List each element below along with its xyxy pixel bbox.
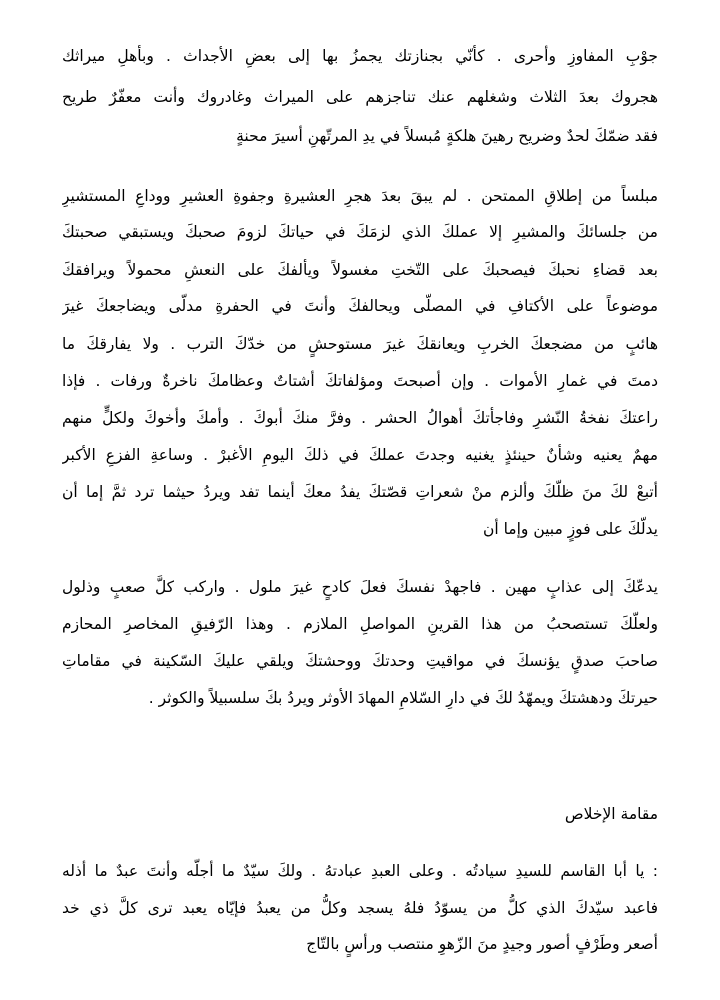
paragraph-line: حيرتكَ ودهشتكَ ويمهّدُ لكَ في دارِ السّلامِ المهادَ الأوثر ويردُ بكَ سلسبيلاً والكوثر . [148, 689, 658, 707]
paragraph-line: أتبعْ لكَ منَ ظلّكَ وألزم منْ شعراتِ قصّتكَ يفدُ معكَ أينما تفد ويردُ حيثما ترد ثمَّ إما أن [62, 483, 658, 501]
paragraph-line: أصعر وطَرْفٍ أصور وجيدٍ منَ الزّهوِ منتصب ورأسٍ بالتّاج [306, 935, 658, 953]
paragraph-line: من جلسائكَ والمشيرِ إلا عملكَ الذي لزمَكَ في حياتكَ لزومَ صحبكَ ويستبقي صحبتكَ [62, 223, 658, 241]
paragraph-line: مبلساً من إطلاقِ الممتحن . لم يبقَ بعدَ هجرِ العشيرةِ وجفوةِ العشيرِ ووداعِ المستشيرِ [62, 187, 658, 205]
paragraph-line: هائبٍ من مضجعكَ الخربِ ويعانقكَ غيرَ مستوحشٍ من خدّكَ الترب . ولا يفارقكَ ما [62, 335, 658, 353]
paragraph-line: راعتكَ نفخةُ النّشرِ وفاجأتكَ أهوالُ الحشر . وفرَّ منكَ أبوكَ . وأمكَ وأخوكَ ولكلٍّ منهم [62, 409, 658, 427]
paragraph-line: دمتَ في غمارِ الأموات . وإن أصبحتَ ومؤلفاتكَ أشتاتٌ وعظامكَ ناخرةٌ ورفات . فإذا [62, 372, 658, 390]
paragraph-line: بعد قضاءِ نحبكَ فيصحبكَ على التّختِ مغسولاً ويألفكَ على النعشِ محمولاً ويرافقكَ [62, 261, 658, 279]
paragraph-line: جوْبِ المفاوزِ وأحرى . كأنّي بجنازتك يجمزُ بها إلى بعضِ الأجداث . وبأهلِ ميراثك [62, 47, 658, 65]
paragraph-line: هجروك بعدَ الثلاث وشغلهم عنك تناجزهم على الميراث وغادروك وأنت معفّرٌ طريح [62, 88, 658, 106]
paragraph-line: يدعّكَ إلى عذابٍ مهين . فاجهدْ نفسكَ فعلَ كادحٍ غيرَ ملول . واركب كلَّ صعبٍ وذلول [62, 578, 658, 596]
paragraph-line: يدلّكَ على فوزٍ مبين وإما أن [482, 520, 658, 538]
paragraph-line: مهمٌ يعنيه وشأنٌ حينئذٍ يغنيه وجدتَ عملكَ في ذلكَ اليومِ الأغبرْ . وساعةِ الفزعِ الأكبر [62, 446, 658, 464]
paragraph-line: صاحبَ صدقٍ يؤنسكَ في مواقيتِ وحدتكَ ووحشتكَ ويلقي عليكَ السّكينة في مقاماتِ [62, 652, 658, 670]
paragraph-line: موضوعاً على الأكتافِ في المصلّى ويحالفكَ وأنتَ في الحفرةِ مدلّى ويضاجعكَ غيرَ [62, 297, 658, 315]
paragraph-line: فاعبد سيّدكَ الذي كلُّ من يسوّدُ فلهُ يسجد وكلُّ من يعبدُ فإيّاه يعبد ترى كلَّ ذي خد [62, 899, 658, 917]
paragraph-line: : يا أبا القاسم للسيدِ سيادتُه . وعلى العبدِ عبادتهُ . ولكَ سيّدٌ ما أجلّه وأنتَ عبدٌ ما أذله [62, 862, 658, 880]
section-heading: مقامة الإخلاص [564, 805, 658, 823]
paragraph-line: ولعلّكَ تستصحبُ من هذا القرينِ المواصلِ الملازم . وهذا الرّفيقِ المخاصرِ المحازم [62, 615, 658, 633]
paragraph-line: فقد ضمّكَ لحدٌ وضريح رهينَ هلكةٍ مُبسلاً في يدِ المرتّهنِ أسيرَ محنةٍ [236, 127, 658, 145]
